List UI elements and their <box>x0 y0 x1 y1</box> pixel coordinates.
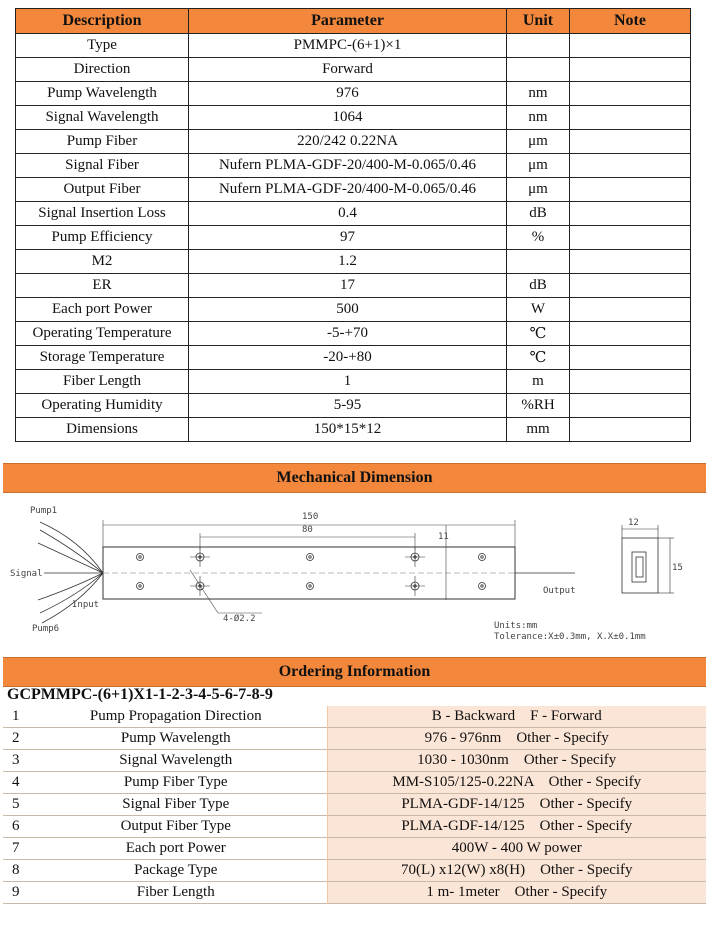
spec-table-body <box>16 34 691 442</box>
ordering-index-cell: 7 <box>12 840 20 856</box>
spec-note-cell <box>570 274 691 298</box>
ordering-row <box>3 816 706 838</box>
ordering-field-cell: Pump Fiber Type <box>123 774 228 790</box>
spec-description-cell: Each port Power <box>16 298 189 322</box>
spec-row <box>16 370 691 394</box>
units-note: Units:mm <box>494 621 538 631</box>
dimension-80: 80 <box>302 525 313 535</box>
ordering-options-cell: MM-S105/125-0.22NA Other - Specify <box>327 772 706 794</box>
ordering-index-cell: 1 <box>12 708 20 724</box>
ordering-options-cell: B - Backward F - Forward <box>327 706 706 728</box>
label-pump1: Pump1 <box>30 506 58 516</box>
spec-row <box>16 202 691 226</box>
spec-parameter-cell: Forward <box>189 58 507 82</box>
spec-unit-cell: μm <box>507 130 570 154</box>
header-parameter: Parameter <box>189 9 507 34</box>
ordering-field-cell: Package Type <box>134 862 218 878</box>
mounting-holes <box>137 553 486 590</box>
spec-description-cell: M2 <box>16 250 189 274</box>
spec-note-cell <box>570 226 691 250</box>
spec-unit-cell: mm <box>507 418 570 442</box>
ordering-options-cell: 976 - 976nm Other - Specify <box>327 728 706 750</box>
spec-parameter-cell: 1064 <box>189 106 507 130</box>
spec-header-row <box>16 9 691 34</box>
spec-row <box>16 178 691 202</box>
mechanical-drawing <box>0 495 712 655</box>
spec-note-cell <box>570 82 691 106</box>
spec-parameter-cell: 0.4 <box>189 202 507 226</box>
specification-table <box>15 8 691 442</box>
ordering-field-cell: Each port Power <box>125 840 226 856</box>
ordering-row <box>3 882 706 904</box>
spec-description-cell: Pump Wavelength <box>16 82 189 106</box>
spec-unit-cell: m <box>507 370 570 394</box>
spec-note-cell <box>570 370 691 394</box>
tolerance-note: Tolerance:X±0.3mm, X.X±0.1mm <box>494 632 646 642</box>
dimension-15: 15 <box>672 563 683 573</box>
ordering-row <box>3 728 706 750</box>
spec-row <box>16 346 691 370</box>
spec-description-cell: Signal Wavelength <box>16 106 189 130</box>
spec-parameter-cell: PMMPC-(6+1)×1 <box>189 34 507 58</box>
spec-description-cell: Pump Fiber <box>16 130 189 154</box>
spec-parameter-cell: 5-95 <box>189 394 507 418</box>
spec-parameter-cell: -20-+80 <box>189 346 507 370</box>
spec-row <box>16 130 691 154</box>
ordering-options-cell: 1030 - 1030nm Other - Specify <box>327 750 706 772</box>
spec-note-cell <box>570 298 691 322</box>
spec-note-cell <box>570 202 691 226</box>
spec-parameter-cell: 1.2 <box>189 250 507 274</box>
hole-callout: 4-Ø2.2 <box>223 614 256 624</box>
spec-row <box>16 34 691 58</box>
spec-row <box>16 322 691 346</box>
spec-note-cell <box>570 34 691 58</box>
spec-note-cell <box>570 250 691 274</box>
spec-row <box>16 58 691 82</box>
ordering-field-cell: Output Fiber Type <box>120 818 231 834</box>
spec-description-cell: Fiber Length <box>16 370 189 394</box>
dimension-150: 150 <box>302 512 319 522</box>
spec-parameter-cell: 1 <box>189 370 507 394</box>
label-input: Input <box>72 600 100 610</box>
dimension-12: 12 <box>628 518 639 528</box>
spec-description-cell: Signal Fiber <box>16 154 189 178</box>
spec-description-cell: ER <box>16 274 189 298</box>
spec-note-cell <box>570 106 691 130</box>
spec-description-cell: Operating Temperature <box>16 322 189 346</box>
spec-unit-cell: ℃ <box>507 322 570 346</box>
spec-unit-cell <box>507 58 570 82</box>
ordering-table-body <box>3 706 706 904</box>
header-unit: Unit <box>507 9 570 34</box>
spec-note-cell <box>570 58 691 82</box>
ordering-field-cell: Pump Wavelength <box>120 730 231 746</box>
spec-parameter-cell: 220/242 0.22NA <box>189 130 507 154</box>
ordering-index-cell: 4 <box>12 774 20 790</box>
spec-unit-cell: dB <box>507 274 570 298</box>
spec-description-cell: Pump Efficiency <box>16 226 189 250</box>
spec-parameter-cell: 97 <box>189 226 507 250</box>
ordering-row <box>3 794 706 816</box>
header-description: Description <box>16 9 189 34</box>
spec-parameter-cell: 500 <box>189 298 507 322</box>
spec-note-cell <box>570 178 691 202</box>
spec-parameter-cell: 976 <box>189 82 507 106</box>
ordering-row <box>3 860 706 882</box>
spec-unit-cell <box>507 250 570 274</box>
spec-description-cell: Operating Humidity <box>16 394 189 418</box>
end-view <box>622 525 674 593</box>
spec-row <box>16 298 691 322</box>
spec-note-cell <box>570 394 691 418</box>
spec-description-cell: Type <box>16 34 189 58</box>
spec-row <box>16 418 691 442</box>
spec-unit-cell: W <box>507 298 570 322</box>
ordering-index-cell: 9 <box>12 884 20 900</box>
spec-parameter-cell: 150*15*12 <box>189 418 507 442</box>
ordering-code: GCPMMPC-(6+1)X1-1-2-3-4-5-6-7-8-9 <box>7 686 273 703</box>
spec-unit-cell: μm <box>507 178 570 202</box>
ordering-information-header: Ordering Information <box>3 657 706 687</box>
label-output: Output <box>543 586 576 596</box>
spec-description-cell: Direction <box>16 58 189 82</box>
ordering-index-cell: 2 <box>12 730 20 746</box>
ordering-index-cell: 5 <box>12 796 20 812</box>
dimension-11: 11 <box>438 532 449 542</box>
label-signal: Signal <box>10 569 43 579</box>
ordering-index-cell: 3 <box>12 752 20 768</box>
spec-unit-cell: %RH <box>507 394 570 418</box>
ordering-index-cell: 6 <box>12 818 20 834</box>
ordering-row <box>3 706 706 728</box>
mechanical-dimension-header: Mechanical Dimension <box>3 463 706 493</box>
ordering-table <box>3 706 706 904</box>
spec-description-cell: Storage Temperature <box>16 346 189 370</box>
spec-row <box>16 394 691 418</box>
spec-note-cell <box>570 130 691 154</box>
spec-note-cell <box>570 418 691 442</box>
spec-unit-cell: ℃ <box>507 346 570 370</box>
spec-row <box>16 82 691 106</box>
ordering-row <box>3 772 706 794</box>
spec-unit-cell: % <box>507 226 570 250</box>
ordering-field-cell: Pump Propagation Direction <box>89 708 262 724</box>
spec-row <box>16 274 691 298</box>
ordering-options-cell: PLMA-GDF-14/125 Other - Specify <box>327 816 706 838</box>
spec-note-cell <box>570 346 691 370</box>
spec-unit-cell: nm <box>507 106 570 130</box>
spec-parameter-cell: 17 <box>189 274 507 298</box>
spec-parameter-cell: -5-+70 <box>189 322 507 346</box>
ordering-options-cell: 1 m- 1meter Other - Specify <box>327 882 706 904</box>
ordering-field-cell: Signal Fiber Type <box>122 796 230 812</box>
ordering-options-cell: 70(L) x12(W) x8(H) Other - Specify <box>327 860 706 882</box>
spec-row <box>16 106 691 130</box>
label-pump6: Pump6 <box>32 624 60 634</box>
spec-parameter-cell: Nufern PLMA-GDF-20/400-M-0.065/0.46 <box>189 154 507 178</box>
spec-parameter-cell: Nufern PLMA-GDF-20/400-M-0.065/0.46 <box>189 178 507 202</box>
ordering-row <box>3 838 706 860</box>
ordering-options-cell: 400W - 400 W power <box>327 838 706 860</box>
spec-unit-cell: μm <box>507 154 570 178</box>
combiner-body <box>103 547 515 599</box>
ordering-index-cell: 8 <box>12 862 20 878</box>
spec-description-cell: Output Fiber <box>16 178 189 202</box>
spec-note-cell <box>570 154 691 178</box>
ordering-row <box>3 750 706 772</box>
ordering-field-cell: Signal Wavelength <box>119 752 233 768</box>
spec-unit-cell <box>507 34 570 58</box>
spec-row <box>16 226 691 250</box>
spec-note-cell <box>570 322 691 346</box>
header-note: Note <box>570 9 691 34</box>
spec-description-cell: Dimensions <box>16 418 189 442</box>
spec-unit-cell: nm <box>507 82 570 106</box>
spec-row <box>16 250 691 274</box>
ordering-options-cell: PLMA-GDF-14/125 Other - Specify <box>327 794 706 816</box>
spec-unit-cell: dB <box>507 202 570 226</box>
ordering-field-cell: Fiber Length <box>136 884 215 900</box>
spec-row <box>16 154 691 178</box>
spec-description-cell: Signal Insertion Loss <box>16 202 189 226</box>
